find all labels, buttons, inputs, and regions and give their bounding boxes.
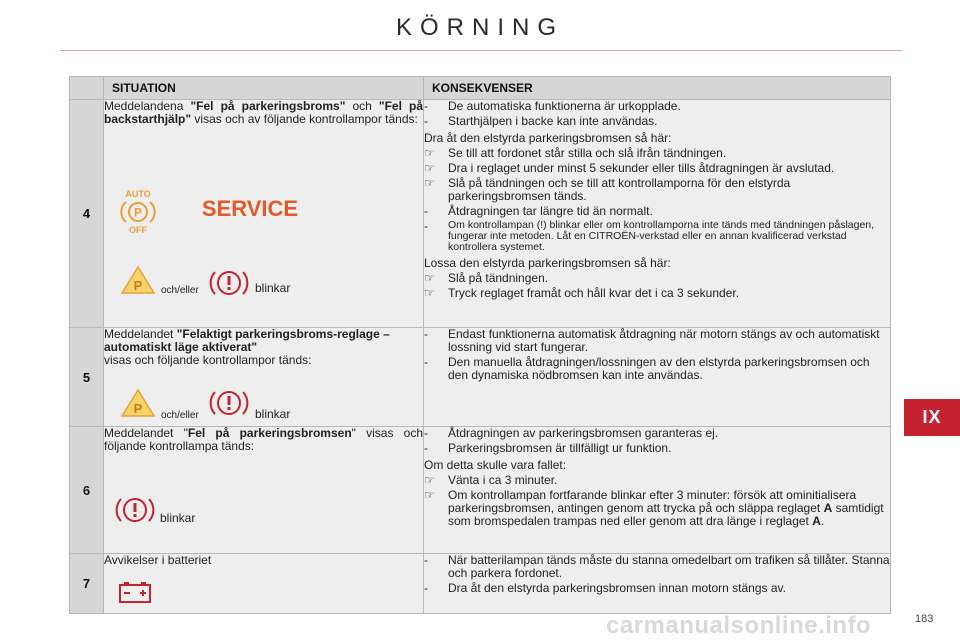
list-item: - Endast funktionerna automatisk åtdragning när motorn stängs av och automatiskt lossning vid start fungerar. <box>424 327 880 354</box>
parking-brake-p-warning-icon <box>120 265 156 298</box>
list-item: - Starthjälpen i backe kan inte användas. <box>424 114 658 128</box>
chapter-tab: IX <box>904 399 960 436</box>
message-name: "Fel på parkeringsbroms" <box>190 99 346 113</box>
list-item: ☞ Se till att fordonet står stilla och slå ifrån tändningen. <box>424 146 727 160</box>
row-number: 5 <box>70 328 104 427</box>
battery-icon <box>118 580 152 607</box>
table-row <box>70 328 891 427</box>
consequences-cell <box>424 100 891 328</box>
row-number: 7 <box>70 554 104 614</box>
auto-parking-brake-icon <box>120 188 156 234</box>
situation-suffix: " visas och följande kontrollampa tänds: <box>104 426 424 453</box>
paragraph: Lossa den elstyrda parkeringsbromsen så här: <box>424 256 671 270</box>
list-item: - När batterilampan tänds måste du stanna omedelbart om trafiken så tillåter. Stanna och parkera fordonet. <box>424 553 890 580</box>
paragraph: Om detta skulle vara fallet: <box>424 458 567 472</box>
situation-prefix: Meddelandena <box>104 99 191 113</box>
situation-text: Avvikelser i batteriet <box>104 553 212 567</box>
hand-pointer-icon: ☞ <box>424 146 435 160</box>
svg-text:P: P <box>133 205 143 220</box>
svg-text:P: P <box>133 278 143 293</box>
hand-pointer-icon: ☞ <box>424 161 435 175</box>
message-name: Fel på parkeringsbromsen <box>187 426 352 440</box>
list-item: - Åtdragningen tar längre tid än normalt. <box>424 204 653 218</box>
list-item: - Den manuella åtdragningen/lossningen av den elstyrda parkeringsbromsen och den dynamiska nödbromsen kan inte användas. <box>424 355 870 382</box>
blink-label: blinkar <box>255 407 291 421</box>
header-consequences: KONSEKVENSER <box>424 77 891 100</box>
situation-text <box>104 328 423 367</box>
list-item: - Om kontrollampan (!) blinkar eller om kontrollamporna inte tänds med tändningen påslagen, fungerar inte metoden. Låt en CITROËN-verkstad eller en annan kvalificerad verkstad kontrollera systemet. <box>424 219 875 253</box>
list-item: - De automatiska funktionerna är urkopplade. <box>424 99 681 113</box>
header-num <box>70 77 104 100</box>
header-situation: SITUATION <box>104 77 424 100</box>
svg-text:SERVICE: SERVICE <box>201 196 299 221</box>
message-name: "Felaktigt parkeringsbroms-reglage – automatiskt läge aktiverat" <box>104 327 390 354</box>
blink-label: blinkar <box>255 281 291 295</box>
title-divider <box>60 50 902 51</box>
hand-pointer-icon: ☞ <box>424 271 435 285</box>
hand-pointer-icon: ☞ <box>424 286 435 300</box>
message-name: "Fel på backstarthjälp" <box>104 99 423 126</box>
row-number: 6 <box>70 427 104 554</box>
hand-pointer-icon: ☞ <box>424 473 435 487</box>
brake-exclamation-icon <box>114 495 156 528</box>
svg-text:AUTO: AUTO <box>125 189 151 199</box>
warning-table <box>69 76 891 614</box>
situation-cell <box>104 554 424 614</box>
list-item: ☞ Slå på tändningen och se till att kontrollamporna för den elstyrda parkeringsbromsen tänds. <box>424 176 791 203</box>
list-item: ☞ Slå på tändningen. <box>424 271 549 285</box>
brake-exclamation-icon <box>208 268 250 301</box>
list-item: ☞ Tryck reglaget framåt och håll kvar det i ca 3 sekunder. <box>424 286 740 300</box>
watermark: carmanualsonline.info <box>606 612 872 639</box>
list-item: ☞ Dra i reglaget under minst 5 sekunder eller tills åtdragningen är avslutad. <box>424 161 835 175</box>
list-item: ☞ Vänta i ca 3 minuter. <box>424 473 558 487</box>
situation-prefix: Meddelandet " <box>104 426 188 440</box>
situation-text <box>104 100 423 126</box>
or-label: och/eller <box>161 410 199 421</box>
blink-label: blinkar <box>160 511 196 525</box>
table-row <box>70 100 891 328</box>
hand-pointer-icon: ☞ <box>424 176 435 190</box>
table-header-row <box>70 77 891 100</box>
svg-text:OFF: OFF <box>129 225 147 235</box>
table-row <box>70 427 891 554</box>
list-item: - Dra åt den elstyrda parkeringsbromsen innan motorn stängs av. <box>424 581 786 595</box>
situation-cell <box>104 328 424 427</box>
consequences-cell <box>424 554 891 614</box>
svg-text:P: P <box>133 401 143 416</box>
situation-cell <box>104 100 424 328</box>
list-item: - Åtdragningen av parkeringsbromsen garanteras ej. <box>424 426 719 440</box>
brake-exclamation-icon <box>208 388 250 421</box>
table-row <box>70 554 891 614</box>
situation-cell <box>104 427 424 554</box>
consequences-cell <box>424 328 891 427</box>
hand-pointer-icon: ☞ <box>424 488 435 502</box>
or-label: och/eller <box>161 285 199 296</box>
list-item: - Parkeringsbromsen är tillfälligt ur funktion. <box>424 441 672 455</box>
situation-prefix: Meddelandet <box>104 327 177 341</box>
situation-text <box>104 427 423 453</box>
parking-brake-p-warning-icon <box>120 388 156 421</box>
situation-conjunction: och <box>345 99 379 113</box>
service-warning-icon <box>201 196 299 223</box>
row-number: 4 <box>70 100 104 328</box>
situation-suffix: visas och av följande kontrollampor tänds: <box>191 112 418 126</box>
page-title: KÖRNING <box>395 14 564 41</box>
paragraph: Dra åt den elstyrda parkeringsbromsen så här: <box>424 131 672 145</box>
situation-suffix: visas och följande kontrollampor tänds: <box>104 353 312 367</box>
list-item: ☞ Om kontrollampan fortfarande blinkar efter 3 minuter: försök att ominitialisera parkeringsbromsen, antingen genom att trycka på och släppa reglaget A samtidigt som bromspedalen trampas ned eller genom att dra länge i reglaget A. <box>424 488 884 528</box>
page-number: 183 <box>915 613 934 625</box>
consequences-cell <box>424 427 891 554</box>
